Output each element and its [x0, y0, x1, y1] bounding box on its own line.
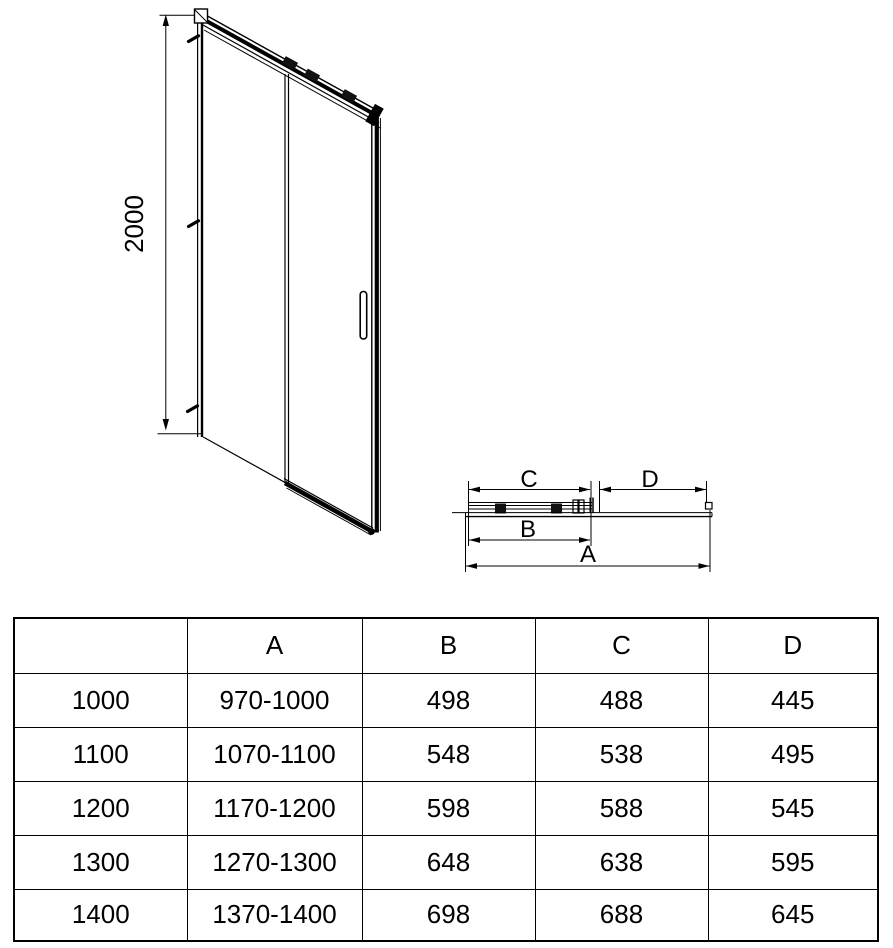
door-handle — [360, 292, 367, 340]
roller-icon — [551, 504, 562, 514]
arrow-up-icon — [163, 15, 169, 27]
dim-label-c: C — [520, 466, 538, 493]
cell-c: 488 — [535, 673, 708, 727]
cell-size: 1300 — [14, 835, 187, 889]
roller-icon — [495, 504, 506, 514]
header-cell-b: B — [362, 618, 535, 673]
cell-a: 1070-1100 — [187, 727, 362, 781]
cell-c: 688 — [535, 889, 708, 941]
cell-a: 970-1000 — [187, 673, 362, 727]
table-row — [14, 673, 878, 727]
dimensions-table — [13, 617, 879, 942]
cell-d: 595 — [708, 835, 878, 889]
top-rail — [195, 9, 384, 128]
rail-end-cap — [368, 528, 375, 535]
height-dimension — [119, 15, 201, 434]
height-dimension-label: 2000 — [119, 195, 149, 253]
cell-c: 638 — [535, 835, 708, 889]
cell-size: 1400 — [14, 889, 187, 941]
dim-label-a: A — [579, 541, 597, 568]
arrow-left-icon — [466, 563, 477, 569]
arrow-right-icon — [579, 487, 590, 493]
header-cell-c: C — [535, 618, 708, 673]
dimension-d — [600, 466, 706, 493]
bracket-icon — [579, 500, 584, 513]
rail-end-cap — [365, 104, 383, 126]
arrow-left-icon — [600, 487, 611, 493]
front-elevation-view — [119, 9, 384, 535]
plan-door-profile — [469, 498, 594, 518]
header-cell-size — [14, 618, 187, 673]
cell-d: 645 — [708, 889, 878, 941]
cell-a: 1370-1400 — [187, 889, 362, 941]
arrow-down-icon — [163, 419, 169, 431]
table-row — [14, 889, 878, 941]
arrow-left-icon — [469, 487, 480, 493]
cell-d: 445 — [708, 673, 878, 727]
cell-b: 548 — [362, 727, 535, 781]
table-header-row — [14, 618, 878, 673]
left-wall-profile — [188, 13, 203, 437]
dimension-b — [469, 516, 590, 543]
header-cell-a: A — [187, 618, 362, 673]
arrow-right-icon — [699, 563, 710, 569]
wall-tab-icon — [188, 406, 198, 412]
panel-stile — [285, 74, 289, 483]
cell-size: 1000 — [14, 673, 187, 727]
dimension-c — [469, 466, 590, 493]
cell-b: 698 — [362, 889, 535, 941]
glass-bottom-edge — [203, 437, 286, 483]
cell-a: 1170-1200 — [187, 781, 362, 835]
wall-bracket-icon — [706, 503, 713, 510]
plan-fixed-panel — [452, 503, 712, 517]
cell-b: 498 — [362, 673, 535, 727]
arrow-right-icon — [695, 487, 706, 493]
arrow-left-icon — [469, 537, 480, 543]
cell-d: 495 — [708, 727, 878, 781]
cell-b: 598 — [362, 781, 535, 835]
cell-d: 545 — [708, 781, 878, 835]
right-frame-profile — [372, 112, 381, 533]
table-row — [14, 727, 878, 781]
header-cell-d: D — [708, 618, 878, 673]
table-row — [14, 835, 878, 889]
cell-size: 1200 — [14, 781, 187, 835]
cell-size: 1100 — [14, 727, 187, 781]
dim-label-d: D — [641, 466, 659, 493]
bracket-icon — [573, 500, 578, 513]
table-row — [14, 781, 878, 835]
cell-b: 648 — [362, 835, 535, 889]
cell-a: 1270-1300 — [187, 835, 362, 889]
dimension-a — [466, 541, 710, 569]
cell-c: 588 — [535, 781, 708, 835]
plan-section-view — [452, 466, 712, 572]
bottom-rail — [284, 479, 375, 536]
dim-label-b: B — [519, 516, 537, 543]
cell-c: 538 — [535, 727, 708, 781]
